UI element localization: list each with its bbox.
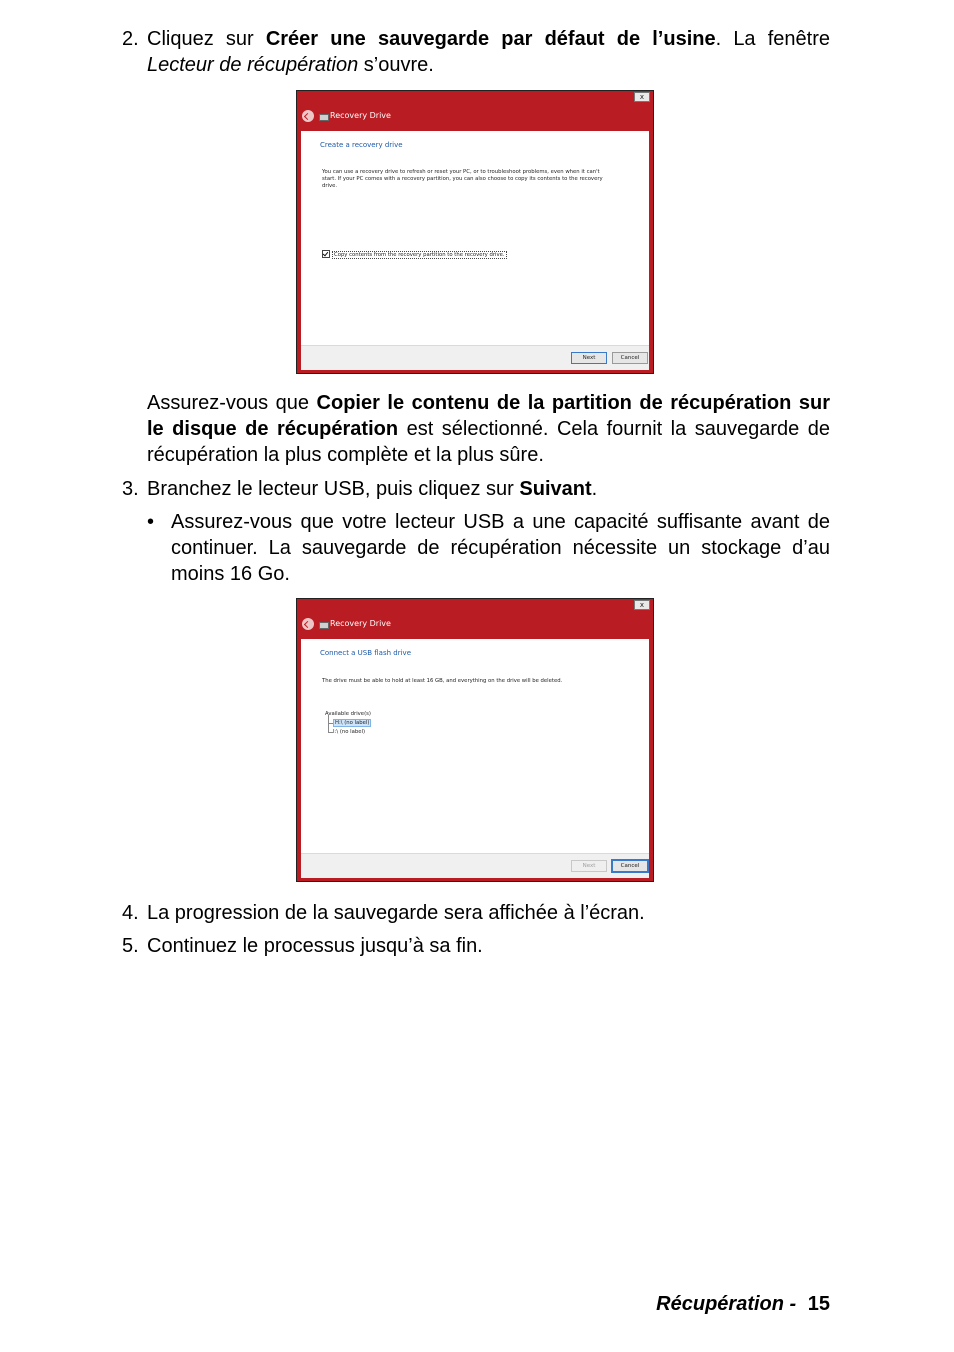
next-button[interactable]: Next	[571, 352, 607, 364]
window-heading: Connect a USB flash drive	[320, 649, 411, 657]
step3-pre: Branchez le lecteur USB, puis cliquez sur	[147, 478, 520, 500]
bullet-marker: •	[147, 511, 155, 533]
drive-item-h[interactable]: H:\ (no label)	[325, 719, 371, 728]
close-icon[interactable]: x	[634, 92, 650, 102]
step4-text: La progression de la sauvegarde sera affichée à l’écran.	[147, 902, 645, 924]
step3-text	[147, 476, 830, 502]
copy-partition-checkbox-label: Copy contents from the recovery partition to the recovery drive.	[334, 251, 505, 258]
back-arrow-icon[interactable]	[302, 110, 314, 122]
step2-italic: Lecteur de récupération	[147, 54, 359, 76]
note-bold: Copier le contenu de la partition de récupération sur le disque de récupération	[147, 392, 830, 440]
cancel-button[interactable]: Cancel	[612, 860, 648, 872]
footer-page-number: 15	[807, 1293, 830, 1315]
footer-section: Récupération -	[656, 1293, 802, 1315]
step5-number: 5.	[122, 935, 139, 957]
step3-bold: Suivant	[519, 478, 592, 500]
window-footer	[301, 853, 649, 878]
window-heading: Create a recovery drive	[320, 141, 403, 149]
step3-number: 3.	[122, 478, 139, 500]
step2-bold: Créer une sauvegarde par défaut de l’usine	[265, 28, 716, 50]
step4-number: 4.	[122, 902, 139, 924]
window-footer	[301, 345, 649, 370]
step2-mid: . La fenêtre	[715, 28, 830, 50]
window-title: Recovery Drive	[330, 619, 391, 628]
step2-number: 2.	[122, 28, 139, 50]
note-paragraph	[147, 390, 830, 468]
recovery-drive-window-1	[296, 90, 654, 374]
next-button[interactable]: Next	[571, 860, 607, 872]
step3-post: .	[591, 478, 598, 500]
step2-pre: Cliquez sur	[147, 28, 266, 50]
copy-partition-checkbox[interactable]	[322, 250, 330, 258]
recovery-drive-window-2	[296, 598, 654, 882]
note-pre: Assurez-vous que	[147, 392, 317, 414]
drive-icon	[319, 114, 329, 121]
page-footer	[656, 1292, 830, 1316]
step2-text	[147, 26, 830, 78]
step2-post: s’ouvre.	[358, 54, 434, 76]
available-drives-label: Available drive(s)	[325, 711, 371, 717]
drive-icon	[319, 622, 329, 629]
step5-text: Continuez le processus jusqu’à sa fin.	[147, 935, 483, 957]
close-icon[interactable]: x	[634, 600, 650, 610]
cancel-button[interactable]: Cancel	[612, 352, 648, 364]
back-arrow-icon[interactable]	[302, 618, 314, 630]
window-description: The drive must be able to hold at least 16 GB, and everything on the drive will be deleted.	[322, 678, 563, 684]
note-post: est sélectionné. Cela fournit la sauvegarde de récupération la plus complète et la plus sûre.	[147, 418, 830, 466]
copy-partition-checkbox-row[interactable]	[322, 250, 507, 259]
bullet-text: Assurez-vous que votre lecteur USB a une capacité suffisante avant de continuer. La sauvegarde de récupération nécessite un stockage d’au moins 16 Go.	[171, 511, 830, 585]
drive-item-i[interactable]: I:\ (no label)	[325, 728, 371, 737]
available-drives-tree	[325, 710, 371, 737]
window-title: Recovery Drive	[330, 111, 391, 120]
window-description: You can use a recovery drive to refresh or reset your PC, or to troubleshoot problems, even when it can't start. If your PC comes with a recovery partition, you can also choose to copy its contents to the recovery drive.	[322, 169, 603, 189]
